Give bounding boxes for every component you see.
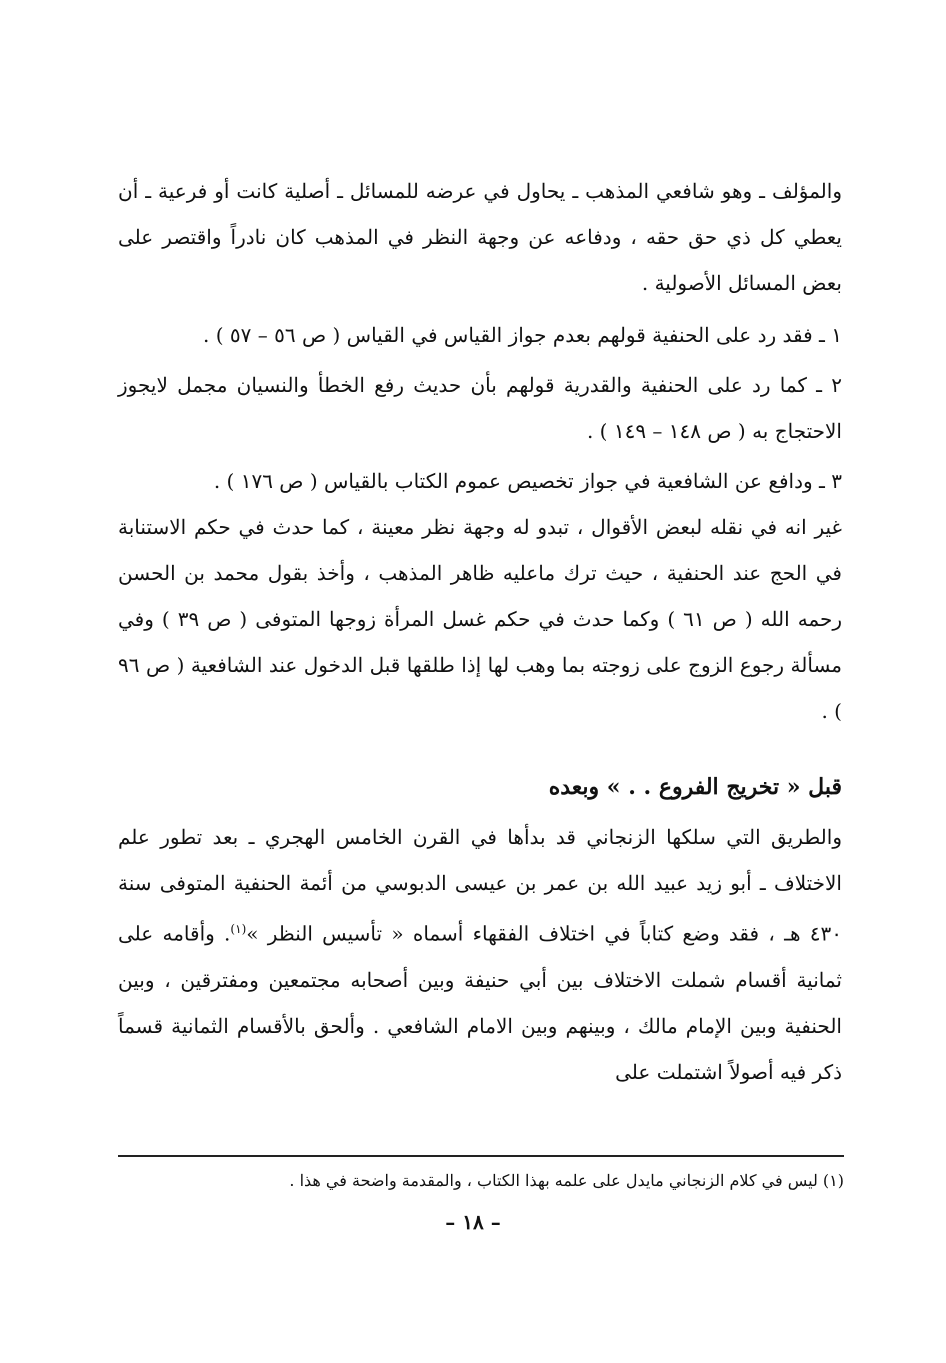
- main-text: [118, 168, 842, 1095]
- footnote-reference: (١): [230, 922, 247, 936]
- section-heading: قبل « تخريج الفروع . . » وبعده: [548, 774, 842, 800]
- intro-paragraph: والمؤلف ـ وهو شافعي المذهب ـ يحاول في عرضه للمسائل ـ أصلية كانت أو فرعية ـ أن يعطي كل ذي حق حقه ، ودفاعه عن وجهة النظر في المذهب كان نادراً واقتصر على بعض المسائل الأصولية .: [118, 179, 842, 295]
- history-text-start: والطريق التي سلكها الزنجاني قد بدأها في القرن الخامس الهجري ـ بعد تطور علم الاختلاف ـ أبو زيد عبيد الله بن عمر بن عيسى الدبوسي من أئمة الحنفية المتوفى سنة ٤٣٠ هـ ، فقد وضع كتاباً في اختلاف الفقهاء أسماه « تأسيس النظر »: [118, 825, 842, 946]
- numbered-item-1: ١ ـ فقد رد على الحنفية قولهم بعدم جواز القياس في القياس ( ص ٥٦ – ٥٧ ) .: [203, 323, 842, 347]
- history-text-continued: . وأقامه على ثمانية أقسام شملت الاختلاف بين أبي حنيفة وبين أصحابه مجتمعين ومفترقين ، وبين الحنفية وبين الإمام مالك ، وبينهم وبين الامام الشافعي . وألحق بالأقسام الثمانية قسماً ذكر فيه أصولاً اشتملت على: [118, 921, 842, 1084]
- numbered-item-2: ٢ ـ كما رد على الحنفية والقدرية قولهم بأن حديث رفع الخطأ والنسيان مجمل لايجوز الاحتجاج به ( ص ١٤٨ – ١٤٩ ) .: [118, 373, 842, 443]
- footnote-divider: [118, 1155, 844, 1157]
- footnote: (١) ليس في كلام الزنجاني مايدل على علمه بهذا الكتاب ، والمقدمة واضحة في هذا .: [289, 1171, 844, 1190]
- numbered-item-3: ٣ ـ ودافع عن الشافعية في جواز تخصيص عموم الكتاب بالقياس ( ص ١٧٦ ) .: [213, 469, 842, 493]
- history-paragraph: [118, 814, 842, 1095]
- page-number: – ١٨ –: [445, 1210, 501, 1234]
- observation-paragraph: غير انه في نقله لبعض الأقوال ، تبدو له وجهة نظر معينة ، كما حدث في حكم الاستنابة في الحج عند الحنفية ، حيث ترك ماعليه ظاهر المذهب ، وأخذ بقول محمد بن الحسن رحمه الله ( ص ٦١ ) وكما حدث في حكم غسل المرأة زوجها المتوفى ( ص ٣٩ ) وفي مسألة رجوع الزوج على زوجته بما وهب لها إذا طلقها قبل الدخول عند الشافعية ( ص ٩٦ ) .: [118, 515, 842, 723]
